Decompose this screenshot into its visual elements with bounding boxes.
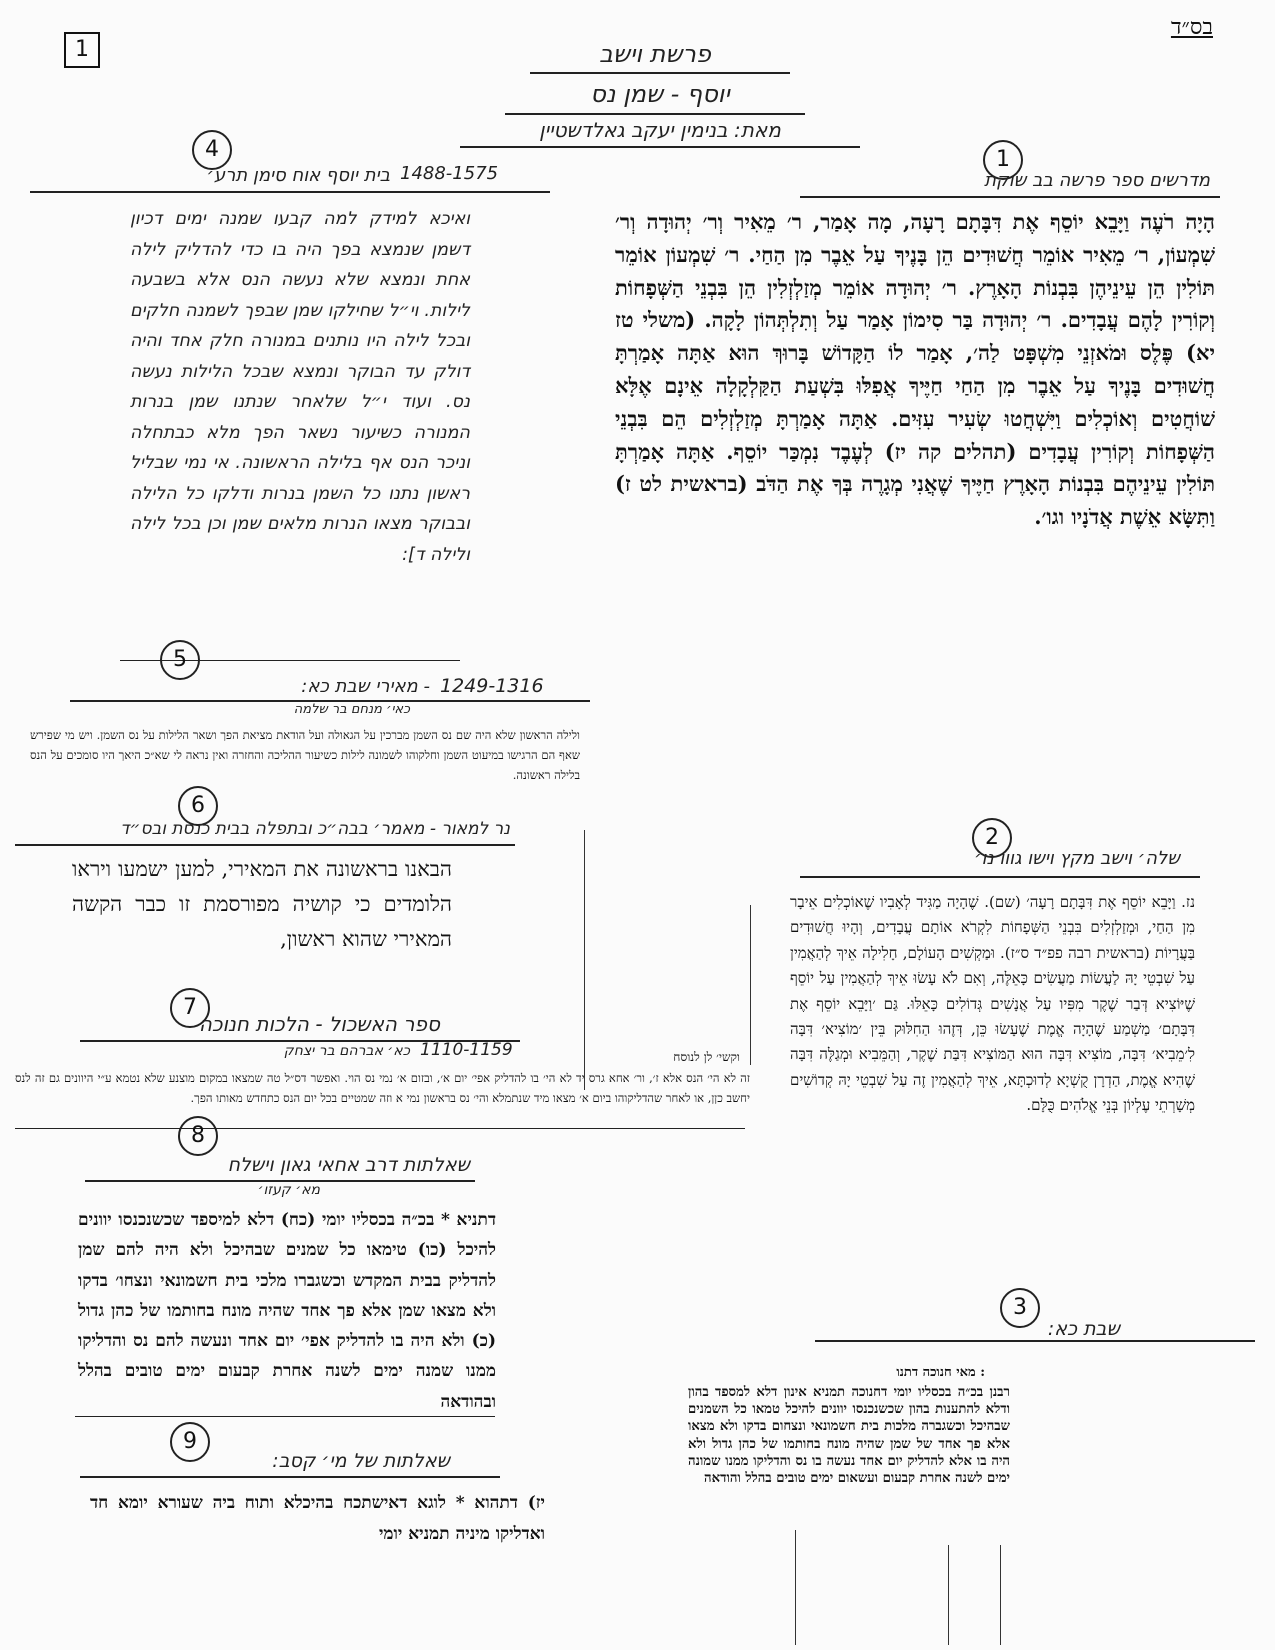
section-7-number: 7 [170, 988, 210, 1028]
column-rule-4 [948, 1545, 949, 1645]
section-3-number: 3 [1000, 1288, 1040, 1328]
header-parsha: פרשת וישב [599, 40, 711, 68]
section-7-subheading: כא׳ אברהם בר יצחק [283, 1043, 410, 1059]
section-8-text: דתניא * בכ״ה בכסליו יומי (כח) דלא למיספד שכשנכנסו יוונים להיכל (כו) טימאו כל שמנים שבהיכל ולא היה להם שמן להדליק בבית המקדש וכשגברו מלכי בית חשמונאי ונצחו׳ בדקו ולא מצאו שמן אלא פך אחד שהיה מונח בחותמו של כהן גדול (כ) ולא היה בו להדליק אפי׳ יום אחד ונעשה להם נס והדליקו ממנו שמנה ימים לשנה אחרת קבעום ימים טובים בהלל ובהודאה [78, 1210, 496, 1412]
section-6-number: 6 [178, 786, 218, 826]
section-7-side-note: וקשי׳ לן לנוסח [673, 1050, 740, 1064]
page-number-box: 1 [64, 32, 100, 68]
section-6-text: הבאנו בראשונה את המאירי, למען ישמעו ויראו הלומדים כי קושיה מפורסמת זו כבר הקשה המאירי שהוא ראשון, [72, 857, 452, 951]
section-6-heading: נר למאור - מאמר׳ בבה״כ ובתפלה בבית כנסת ובס״ד [120, 819, 510, 839]
column-rule-2 [750, 905, 751, 1065]
section-1-text: הָיָה רֹעֶה וַיָּבֵא יוֹסֵף אֶת דִּבָּתָם רָעָה, מָה אָמַר, ר׳ מֵאִיר וְר׳ יְהוּדָה וְר׳ שִׁמְעוֹן, ר׳ מֵאִיר אוֹמֵר חֲשׁוּדִים הֵן בָּנֶיךָ עַל אֵבֶר מִן הַחַי. ר׳ שִׁמְעוֹן אוֹמֵר תּוֹלִין הֵן עֵינֵיהֶן בִּבְנוֹת הָאָרֶץ. ר׳ יְהוּדָה אוֹמֵר מְזַלְזְלִין הֵן בִּבְנֵי הַשְּׁפָחוֹת וְקוֹרִין לָהֶם עֲבָדִים. ר׳ יְהוּדָה בַּר סִימוֹן אָמַר עַל וְתִלְתְּהוֹן לָקָה. (משלי טז יא) פֶּלֶס וּמֹאזְנֵי מִשְׁפָּט לַה׳, אָמַר לוֹ הַקָּדוֹשׁ בָּרוּךְ הוּא אַתָּה אָמַרְתָּ חֲשׁוּדִים בָּנֶיךָ עַל אֵבֶר מִן הַחַי חַיֶּיךָ אֲפִלּוּ בִּשְׁעַת הַקַּלְקָלָה אֵינָם אֶלָּא שׁוֹחֲטִים וְאוֹכְלִים וַיִּשְׁחֲטוּ שְׂעִיר עִזִּים. אַתָּה אָמַרְתָּ מְזַלְזְלִים הֵם בִּבְנֵי הַשְּׁפָחוֹת וְקוֹרִין עֲבָדִים (תהלים קה יז) לְעֶבֶד נִמְכַּר יוֹסֵף. אַתָּה אָמַרְתָּ תּוֹלִין עֵינֵיהֶם בִּבְנוֹת הָאָרֶץ חַיֶּיךָ שֶׁאֲנִי מְגָרֶה בְּךָ אֶת הַדֹּב (בראשית לט ז) וַתִּשָּׂא אֵשֶׁת אֲדֹנָיו וגו׳. [615, 209, 1215, 530]
section-5-years: 1249-1316 [440, 675, 544, 697]
section-2-heading: שלה׳ וישב מקץ וישו גווו נו׳ [974, 848, 1180, 869]
section-4-number: 4 [192, 130, 232, 170]
column-rule-3 [795, 1530, 796, 1645]
corner-note: בס״ד [1170, 15, 1213, 40]
section-2-number: 2 [972, 818, 1012, 858]
section-5-number: 5 [160, 640, 200, 680]
section-2-text: נז. וַיָּבֵא יוֹסֵף אֶת דִּבָּתָם רָעָה׳ (שם). שֶׁהָיָה מַגִּיד לְאָבִיו שֶׁאוֹכְלִים אֵיבָר מִן הַחַי, וּמְזַלְזְלִים בִּבְנֵי הַשְּׁפָחוֹת לִקְרֹא אוֹתָם עֲבָדִים, וְהָיוּ חֲשׁוּדִים בַּעֲרָיוֹת (בראשית רבה פפ״ד ס״ז). וּמַקְשִׁים הָעוֹלָם, חָלִילָה אֵיךְ לְהַאֲמִין עַל שִׁבְטֵי יָהּ לַעֲשׂוֹת מַעֲשִׂים כָּאֵלֶּה, וְאִם לֹא עָשׂוּ אֵיךְ לְהַאֲמִין עַל יוֹסֵף שֶׁיּוֹצִיא דְּבַר שֶׁקֶר מִפִּיו עַל אֲנָשִׁים גְּדוֹלִים כָּאֵלּוּ. גַּם ׳וַיָּבֵא יוֹסֵף אֶת דִּבָּתָם׳ מַשְׁמַע שֶׁהָיָה אֱמֶת שֶׁעָשׂוּ כֵּן, דְּזֶהוּ הַחִלּוּק בֵּין ׳מוֹצִיא׳ דִּבָּה לִ׳מֵבִיא׳ דִּבָּה, מוֹצִיא דִּבָּה הוּא הַמּוֹצִיא דִּבַּת שֶׁקֶר, וְהַמֵּבִיא וּמְגַלֶּה דִּבָּה שֶׁהִיא אֱמֶת, הַדְרָן קֻשְׁיָא לְדוּכְתָּא, אֵיךְ לְהַאֲמִין זֶה עַל שִׁבְטֵי יָהּ קְדוֹשִׁים מְשָׁרְתֵי עֶלְיוֹן בְּנֵי אֱלֹהִים כֻּלָּם. [790, 893, 1195, 1115]
section-1-heading: מדרשים ספר פרשה בב שוקת [984, 170, 1210, 191]
header-topic: יוסף - שמן נס [590, 80, 730, 108]
section-9-heading: שאלתות של מי׳ קסב: [272, 1450, 450, 1472]
section-7-years: 1110-1159 [420, 1040, 513, 1060]
header-author: מאת: בנימין יעקב גאלדשטיין [539, 118, 781, 142]
section-9-text: יז) דתהוא * לוגא דאישתכח בהיכלא ותוח ביה שעורא יומא חד ואדליקו מיניה תמניא יומי [90, 1493, 545, 1544]
section-9-number: 9 [170, 1422, 210, 1462]
section-3-lead: : מאי חנוכה דתנו [896, 1365, 985, 1380]
section-8-subheading: מא׳ קעזו׳ [257, 1182, 320, 1198]
section-8-number: 8 [178, 1116, 218, 1156]
section-7-text: זה לא הי׳ הנס אלא ז׳, ור׳ אחא גרס יד לא הי׳ בו להדליק אפי׳ יום א׳, ובזום א׳ נמי נס הוי. ואפשר דס״ל טה שמצאו במקום מוצנע שלא נטמא ע״י היוונים גם זה לנס יחשב כןן, או לאחר שהדליקוהו ביום א׳ מצאו מיד שנתמלא והי׳ נס בראשון נמי א וזה שמטיים בכל יום הנס כתחדש מאותו הפך. [15, 1071, 750, 1105]
section-4-text: ואיכא למידק למה קבעו שמנה ימים דכיון דשמן שנמצא בפך היה בו כדי להדליק לילה אחת ונמצא שלא נעשה הנס אלא בשבעה לילות. וי״ל שחילקו שמן שבפך לשמנה חלקים ובכל לילה היו נותנים במנורה חלק אחד והיה דולק עד הבוקר ונמצא שבכל הלילות נעשה נס. ועוד י״ל שלאחר שנתנו שמן בנרות המנורה כשיעור נשאר הפך מלא כבתחלה וניכר הנס אף בלילה הראשונה. אי נמי שבליל ראשון נתנו כל השמן בנרות ודלקו כל הלילה ובבוקר מצאו הנרות מלאים שמן וכן בכל לילה ולילה ד]: [130, 209, 470, 565]
column-rule-1 [584, 830, 585, 1090]
section-3-text: רבנן בכ״ה בכסליו יומי דחנוכה תמניא אינון דלא למספד בהון ודלא להתענות בהון שכשנכנסו יוונים להיכל טמאו כל השמנים שבהיכל וכשגברה מלכות בית חשמונאי ונצחום בדקו ולא מצאו אלא פך אחד של שמן שהיה מונח בחותמו של כהן גדול ולא היה בו אלא להדליק יום אחד נעשה בו נס והדליקו ממנו שמונה ימים לשנה אחרת קבעום ועשאום ימים טובים בהלל והודאה [688, 1385, 1010, 1487]
section-4-years: 1488-1575 [400, 163, 499, 184]
section-3-heading: שבת כא: [1047, 1318, 1120, 1340]
section-5-text: ולילה הראשון שלא היה שם נס השמן מברכין על הגאולה ועל הודאת מציאת הפך ושאר הלילות על נס השמן. ויש מי שפירש שאף הם הרגישו במיעוט השמן וחלקוהו לשמונה לילות כשיעור ההליכה והחזרה ואין נראה לי שא״כ היאך היו סומכים על הנס בלילה ראשונה. [30, 728, 580, 782]
column-rule-5 [1000, 1545, 1001, 1645]
section-5-subheading: כאי׳ מנחם בר שלמה [293, 702, 410, 717]
section-8-heading: שאלתות דרב אחאי גאון וישלח [227, 1154, 470, 1176]
section-5-heading: - מאירי שבת כא: [301, 676, 430, 697]
section-1-number: 1 [983, 140, 1023, 180]
section-7-heading: ספר האשכול - הלכות חנוכה [198, 1012, 440, 1036]
section-4-heading: בית יוסף אוח סימן תרע׳ [206, 165, 390, 186]
